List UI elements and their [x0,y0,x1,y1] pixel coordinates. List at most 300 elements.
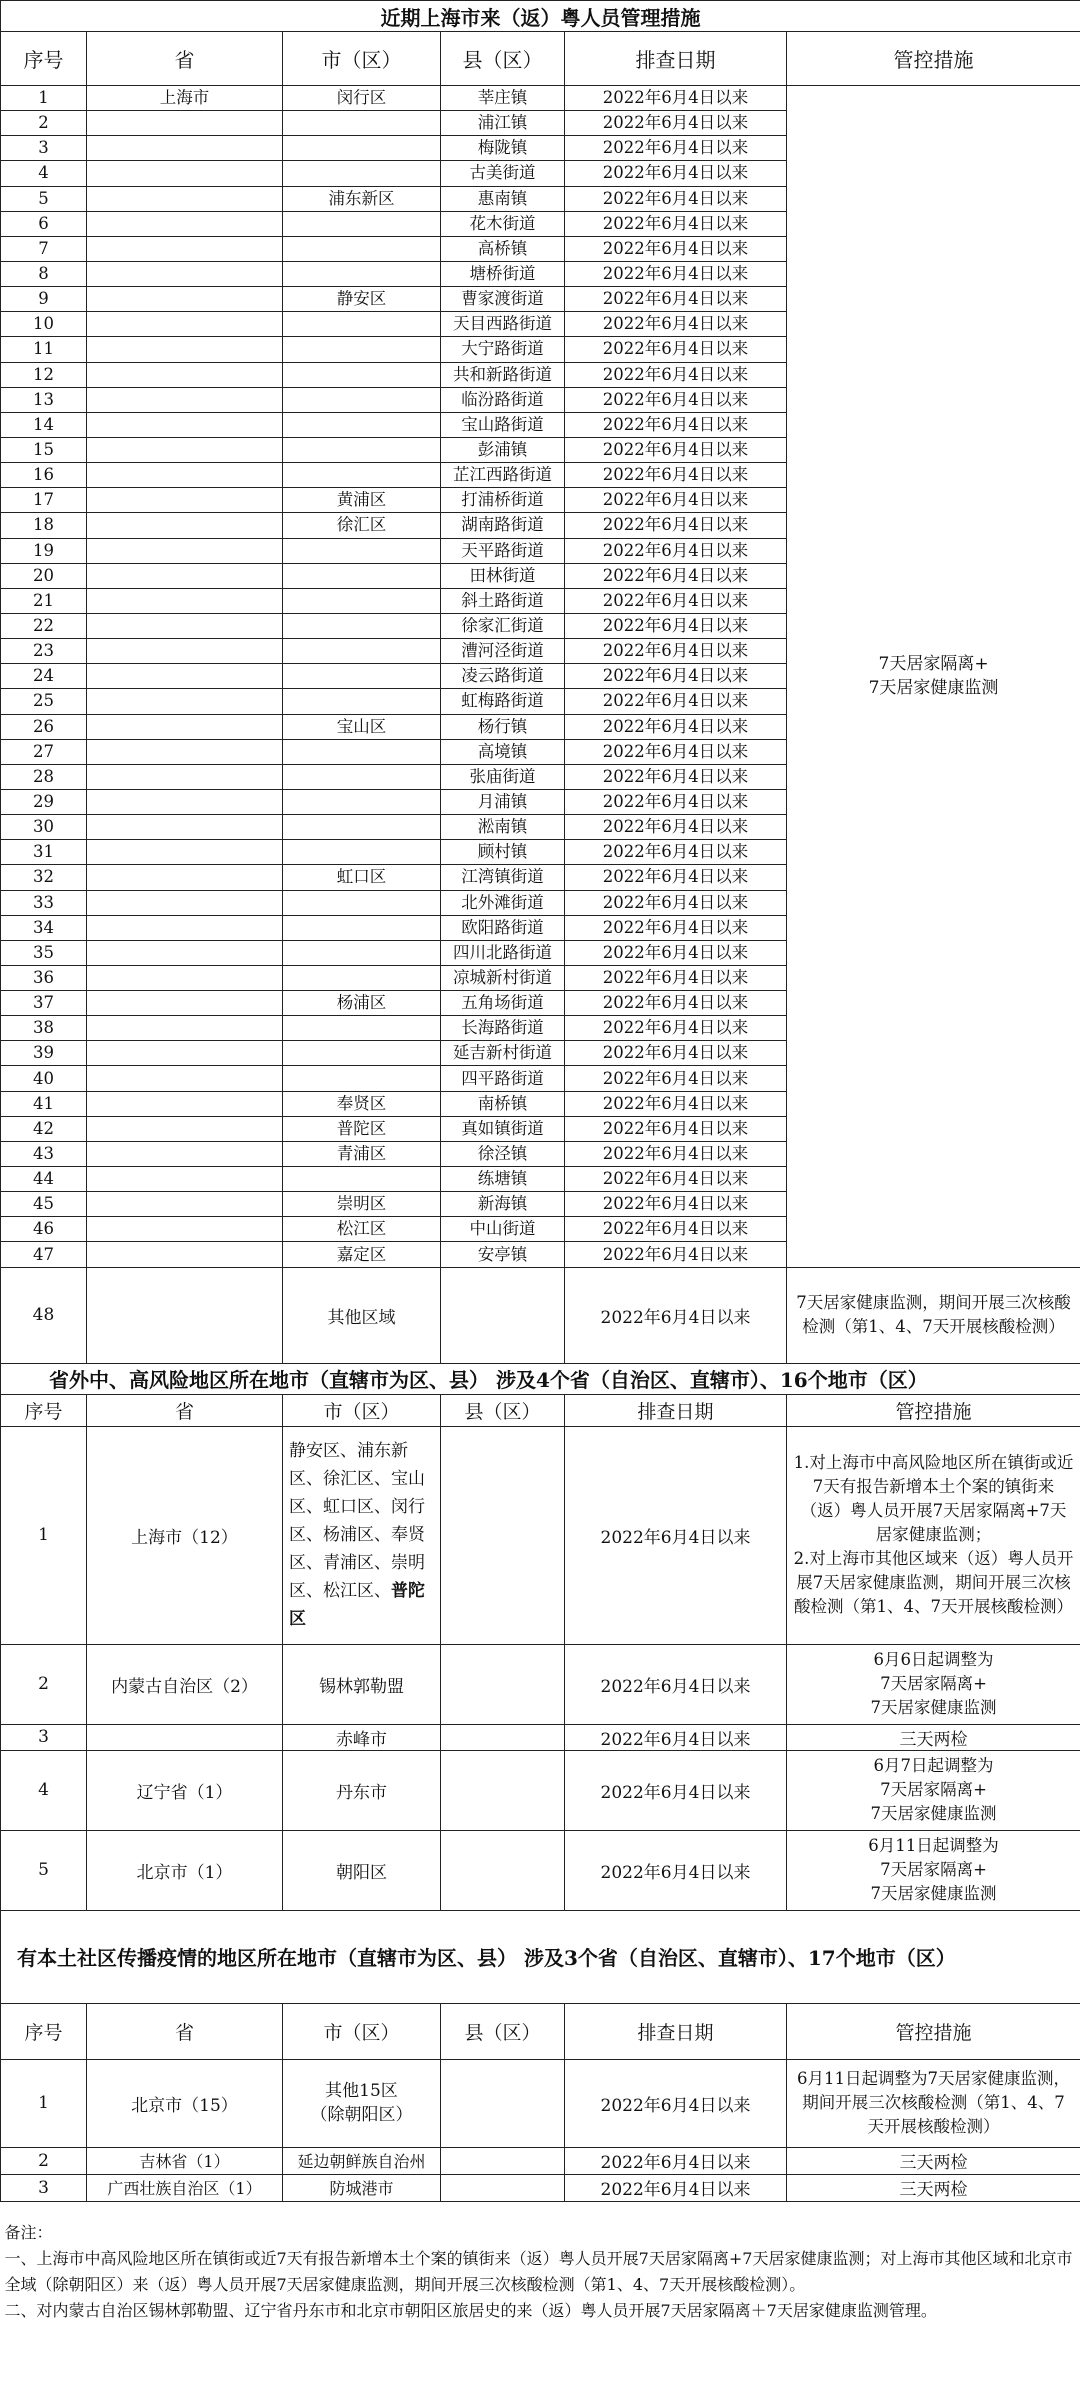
row-city [283,1167,441,1192]
row-no: 25 [1,689,87,714]
row-date: 2022年6月4日以来 [565,739,787,764]
row-province: 北京市（1） [87,1830,283,1910]
row-date: 2022年6月4日以来 [565,211,787,236]
row-no: 1 [1,1426,87,1644]
header-2: 市（区） [283,1394,441,1426]
row-province [87,840,283,865]
table-row [1,86,1080,111]
notes-line-2: 二、对内蒙古自治区锡林郭勒盟、辽宁省丹东市和北京市朝阳区旅居史的来（返）粤人员开展7天居家隔离＋7天居家健康监测管理。 [4,2300,937,2320]
row-province: 内蒙古自治区（2） [87,1644,283,1724]
table-row [1,1724,1080,1750]
row-no: 41 [1,1091,87,1116]
row-date: 2022年6月4日以来 [565,1644,787,1724]
row-city: 浦东新区 [283,186,441,211]
row-county: 安亭镇 [441,1242,565,1267]
row-date: 2022年6月4日以来 [565,940,787,965]
row-no: 5 [1,186,87,211]
row-province [87,613,283,638]
row-measure: 6月6日起调整为 7天居家隔离+ 7天居家健康监测 [787,1644,1080,1724]
header-2: 市（区） [283,2003,441,2059]
header-5: 管控措施 [787,1394,1080,1426]
header-1: 省 [87,2003,283,2059]
row-province [87,412,283,437]
row-province [87,1066,283,1091]
row-province [87,890,283,915]
row-province: 北京市（15） [87,2059,283,2147]
row-no: 15 [1,437,87,462]
row-county: 古美街道 [441,161,565,186]
row-county: 共和新路街道 [441,362,565,387]
row-city [283,639,441,664]
row-no: 4 [1,1750,87,1830]
row-province [87,437,283,462]
row-date: 2022年6月4日以来 [565,1426,787,1644]
row-date: 2022年6月4日以来 [565,1217,787,1242]
row-no: 5 [1,1830,87,1910]
row-province [87,563,283,588]
row-city: 宝山区 [283,714,441,739]
row-no: 33 [1,890,87,915]
row-city [283,261,441,286]
row-city [283,236,441,261]
row-no: 21 [1,588,87,613]
row-no: 6 [1,211,87,236]
row-city: 黄浦区 [283,488,441,513]
row-county [441,1830,565,1910]
row-county [441,2059,565,2147]
row-no: 12 [1,362,87,387]
row-province [87,161,283,186]
row-no: 2 [1,1644,87,1724]
row-date: 2022年6月4日以来 [565,714,787,739]
row-measure: 三天两检 [787,1724,1080,1750]
row-county: 高境镇 [441,739,565,764]
row-county: 曹家渡街道 [441,287,565,312]
table-row [1,1644,1080,1724]
row-city: 松江区 [283,1217,441,1242]
row-county: 真如镇街道 [441,1116,565,1141]
row-no: 13 [1,387,87,412]
row-county [441,1267,565,1363]
row-city: 静安区 [283,287,441,312]
row-measure: 7天居家健康监测，期间开展三次核酸检测（第1、4、7天开展核酸检测） [787,1267,1080,1363]
row-city [283,1426,441,1644]
row-province [87,463,283,488]
row-city [283,161,441,186]
row-no: 46 [1,1217,87,1242]
row-county: 浦江镇 [441,111,565,136]
row-no: 26 [1,714,87,739]
row-county: 大宁路街道 [441,337,565,362]
row-date: 2022年6月4日以来 [565,287,787,312]
row-no: 3 [1,136,87,161]
row-date: 2022年6月4日以来 [565,437,787,462]
row-county: 临汾路街道 [441,387,565,412]
row-city [283,664,441,689]
row-province [87,789,283,814]
row-province: 上海市 [87,86,283,111]
row-date: 2022年6月4日以来 [565,764,787,789]
row-county: 四平路街道 [441,1066,565,1091]
row-province [87,639,283,664]
row-county: 张庙街道 [441,764,565,789]
table-row [1,2059,1080,2147]
row-city: 虹口区 [283,865,441,890]
row-county: 梅陇镇 [441,136,565,161]
row-date: 2022年6月4日以来 [565,865,787,890]
row-no: 7 [1,236,87,261]
row-no: 44 [1,1167,87,1192]
row-province [87,312,283,337]
row-province [87,588,283,613]
row-no: 2 [1,2147,87,2174]
row-date: 2022年6月4日以来 [565,613,787,638]
row-county: 杨行镇 [441,714,565,739]
row-city: 青浦区 [283,1141,441,1166]
row-county: 长海路街道 [441,1016,565,1041]
row-no: 4 [1,161,87,186]
row-date: 2022年6月4日以来 [565,161,787,186]
row-province [87,513,283,538]
row-measure: 6月11日起调整为 7天居家隔离+ 7天居家健康监测 [787,1830,1080,1910]
city-list: 静安区、浦东新区、徐汇区、宝山区、虹口区、闵行区、杨浦区、奉贤区、青浦区、崇明区、松江区、 [289,1441,425,1602]
table-row [1,1830,1080,1910]
row-county [441,1426,565,1644]
row-province [87,337,283,362]
header-date: 排查日期 [565,32,787,86]
row-county: 莘庄镇 [441,86,565,111]
row-no: 39 [1,1041,87,1066]
row-county: 欧阳路街道 [441,915,565,940]
row-no: 9 [1,287,87,312]
row-province [87,211,283,236]
row-county: 五角场街道 [441,991,565,1016]
header-3: 县（区） [441,2003,565,2059]
row-city: 锡林郭勒盟 [283,1644,441,1724]
row-county [441,1750,565,1830]
header-0: 序号 [1,2003,87,2059]
city-highlight: 普陀区 [289,1581,425,1630]
row-date: 2022年6月4日以来 [565,890,787,915]
row-province [87,915,283,940]
row-city [283,136,441,161]
row-no: 11 [1,337,87,362]
row-province [87,1016,283,1041]
row-no: 20 [1,563,87,588]
row-city [283,362,441,387]
row-no: 48 [1,1267,87,1363]
row-county: 宝山路街道 [441,412,565,437]
row-county: 湖南路街道 [441,513,565,538]
row-no: 43 [1,1141,87,1166]
row-city [283,789,441,814]
row-date: 2022年6月4日以来 [565,1016,787,1041]
row-province [87,940,283,965]
row-county: 延吉新村街道 [441,1041,565,1066]
row-county: 彭浦镇 [441,437,565,462]
row-measure: 三天两检 [787,2174,1080,2201]
row-city: 奉贤区 [283,1091,441,1116]
row-date: 2022年6月4日以来 [565,337,787,362]
row-no: 27 [1,739,87,764]
table-row [1,1750,1080,1830]
row-no: 28 [1,764,87,789]
row-date: 2022年6月4日以来 [565,538,787,563]
row-county: 天目西路街道 [441,312,565,337]
row-no: 29 [1,789,87,814]
row-date: 2022年6月4日以来 [565,1116,787,1141]
row-county: 新海镇 [441,1192,565,1217]
row-province [87,764,283,789]
row-city: 赤峰市 [283,1724,441,1750]
row-province [87,664,283,689]
row-city: 徐汇区 [283,513,441,538]
row-no: 34 [1,915,87,940]
table-row [1,1426,1080,1644]
row-province [87,1724,283,1750]
row-county: 徐泾镇 [441,1141,565,1166]
row-city [283,613,441,638]
section2-title: 省外中、高风险地区所在地市（直辖市为区、县） 涉及4个省（自治区、直辖市）、16个地市（区） [1,1363,1080,1394]
row-city: 其他区域 [283,1267,441,1363]
row-date: 2022年6月4日以来 [565,1242,787,1267]
row-county: 惠南镇 [441,186,565,211]
header-city: 市（区） [283,32,441,86]
row-city: 杨浦区 [283,991,441,1016]
table-row [1,2174,1080,2201]
row-province [87,287,283,312]
row-measure: 6月11日起调整为7天居家健康监测，期间开展三次核酸检测（第1、4、7天开展核酸检测） [787,2059,1080,2147]
row-date: 2022年6月4日以来 [565,1267,787,1363]
row-city [283,111,441,136]
row-date: 2022年6月4日以来 [565,1830,787,1910]
row-no: 1 [1,2059,87,2147]
row-no: 19 [1,538,87,563]
row-measure: 1.对上海市中高风险地区所在镇街或近7天有报告新增本土个案的镇街来（返）粤人员开展7天居家隔离+7天居家健康监测； 2.对上海市其他区域来（返）粤人员开展7天居家健康监测，期间开展三次核酸检测（第1、4、7天开展核酸检测） [787,1426,1080,1644]
row-date: 2022年6月4日以来 [565,236,787,261]
row-city [283,337,441,362]
row-no: 8 [1,261,87,286]
row-date: 2022年6月4日以来 [565,1192,787,1217]
row-city [283,1041,441,1066]
measure-main: 7天居家隔离+ 7天居家健康监测 [787,86,1080,1268]
row-no: 40 [1,1066,87,1091]
row-date: 2022年6月4日以来 [565,362,787,387]
row-province [87,689,283,714]
row-date: 2022年6月4日以来 [565,639,787,664]
row-county: 南桥镇 [441,1091,565,1116]
row-date: 2022年6月4日以来 [565,111,787,136]
notes-line-1: 一、上海市中高风险地区所在镇街或近7天有报告新增本土个案的镇街来（返）粤人员开展7天居家隔离+7天居家健康监测；对上海市其他区域和北京市全域（除朝阳区）来（返）粤人员开展7天居家健康监测，期间开展三次核酸检测（第1、4、7天开展核酸检测）。 [4,2248,1073,2294]
row-no: 24 [1,664,87,689]
row-county: 田林街道 [441,563,565,588]
row-city [283,563,441,588]
row-date: 2022年6月4日以来 [565,312,787,337]
row-date: 2022年6月4日以来 [565,463,787,488]
row-date: 2022年6月4日以来 [565,86,787,111]
row-city: 崇明区 [283,1192,441,1217]
row-county: 练塘镇 [441,1167,565,1192]
row-date: 2022年6月4日以来 [565,1167,787,1192]
row-no: 3 [1,2174,87,2201]
row-date: 2022年6月4日以来 [565,689,787,714]
row-province [87,136,283,161]
row-date: 2022年6月4日以来 [565,1091,787,1116]
row-county: 凉城新村街道 [441,965,565,990]
section3-title: 有本土社区传播疫情的地区所在地市（直辖市为区、县） 涉及3个省（自治区、直辖市）、17个地市（区） [1,1910,1080,2003]
row-no: 45 [1,1192,87,1217]
row-date: 2022年6月4日以来 [565,840,787,865]
row-county [441,2174,565,2201]
row-date: 2022年6月4日以来 [565,488,787,513]
row-county [441,2147,565,2174]
header-measure: 管控措施 [787,32,1080,86]
table-row [1,2147,1080,2174]
row-date: 2022年6月4日以来 [565,261,787,286]
row-date: 2022年6月4日以来 [565,513,787,538]
row-county: 四川北路街道 [441,940,565,965]
row-city: 延边朝鲜族自治州 [283,2147,441,2174]
row-city [283,437,441,462]
row-city [283,915,441,940]
row-province [87,1167,283,1192]
header-no: 序号 [1,32,87,86]
row-province [87,186,283,211]
row-no: 14 [1,412,87,437]
row-city [283,764,441,789]
row-city [283,1016,441,1041]
row-county: 漕河泾街道 [441,639,565,664]
row-county: 塘桥街道 [441,261,565,286]
row-province [87,965,283,990]
row-city [283,412,441,437]
row-no: 35 [1,940,87,965]
row-no: 23 [1,639,87,664]
row-county: 天平路街道 [441,538,565,563]
row-no: 2 [1,111,87,136]
header-4: 排查日期 [565,1394,787,1426]
row-province [87,991,283,1016]
row-date: 2022年6月4日以来 [565,815,787,840]
row-province [87,865,283,890]
row-province [87,387,283,412]
row-no: 42 [1,1116,87,1141]
table-row [1,1267,1080,1363]
row-no: 47 [1,1242,87,1267]
row-county [441,1644,565,1724]
row-county: 斜土路街道 [441,588,565,613]
header-3: 县（区） [441,1394,565,1426]
row-city [283,965,441,990]
row-province [87,714,283,739]
row-city [283,463,441,488]
row-no: 36 [1,965,87,990]
row-no: 32 [1,865,87,890]
row-province [87,815,283,840]
row-city [283,211,441,236]
row-date: 2022年6月4日以来 [565,186,787,211]
notes-label: 备注： [4,2222,53,2242]
header-county: 县（区） [441,32,565,86]
row-county: 芷江西路街道 [441,463,565,488]
row-province [87,1141,283,1166]
row-city: 其他15区 （除朝阳区） [283,2059,441,2147]
row-date: 2022年6月4日以来 [565,136,787,161]
row-county: 高桥镇 [441,236,565,261]
row-county: 徐家汇街道 [441,613,565,638]
row-date: 2022年6月4日以来 [565,991,787,1016]
row-city [283,739,441,764]
row-city [283,312,441,337]
row-province [87,1217,283,1242]
row-city [283,387,441,412]
row-province [87,362,283,387]
row-county: 打浦桥街道 [441,488,565,513]
row-date: 2022年6月4日以来 [565,1066,787,1091]
header-5: 管控措施 [787,2003,1080,2059]
row-province [87,1091,283,1116]
row-no: 38 [1,1016,87,1041]
row-province [87,1041,283,1066]
row-city [283,815,441,840]
row-no: 31 [1,840,87,865]
row-no: 10 [1,312,87,337]
row-date: 2022年6月4日以来 [565,965,787,990]
row-province [87,261,283,286]
row-no: 30 [1,815,87,840]
row-city: 朝阳区 [283,1830,441,1910]
row-date: 2022年6月4日以来 [565,1041,787,1066]
row-city [283,940,441,965]
row-date: 2022年6月4日以来 [565,1750,787,1830]
row-city: 防城港市 [283,2174,441,2201]
row-date: 2022年6月4日以来 [565,2059,787,2147]
row-county [441,1724,565,1750]
notes [1,2201,1080,2328]
row-date: 2022年6月4日以来 [565,412,787,437]
row-no: 22 [1,613,87,638]
row-city [283,890,441,915]
row-province [87,1192,283,1217]
row-province [87,1116,283,1141]
row-province [87,236,283,261]
row-no: 17 [1,488,87,513]
row-county: 月浦镇 [441,789,565,814]
row-date: 2022年6月4日以来 [565,915,787,940]
section1-title: 近期上海市来（返）粤人员管理措施 [1,1,1080,32]
row-county: 凌云路街道 [441,664,565,689]
row-no: 3 [1,1724,87,1750]
row-city [283,538,441,563]
row-province [87,739,283,764]
row-date: 2022年6月4日以来 [565,1141,787,1166]
row-city [283,840,441,865]
row-province: 广西壮族自治区（1） [87,2174,283,2201]
row-province [87,488,283,513]
row-date: 2022年6月4日以来 [565,2174,787,2201]
row-date: 2022年6月4日以来 [565,1724,787,1750]
row-county: 顾村镇 [441,840,565,865]
row-province: 辽宁省（1） [87,1750,283,1830]
row-city: 丹东市 [283,1750,441,1830]
row-city: 闵行区 [283,86,441,111]
row-county: 淞南镇 [441,815,565,840]
row-city [283,588,441,613]
row-date: 2022年6月4日以来 [565,2147,787,2174]
row-province: 吉林省（1） [87,2147,283,2174]
row-province [87,1242,283,1267]
row-no: 18 [1,513,87,538]
